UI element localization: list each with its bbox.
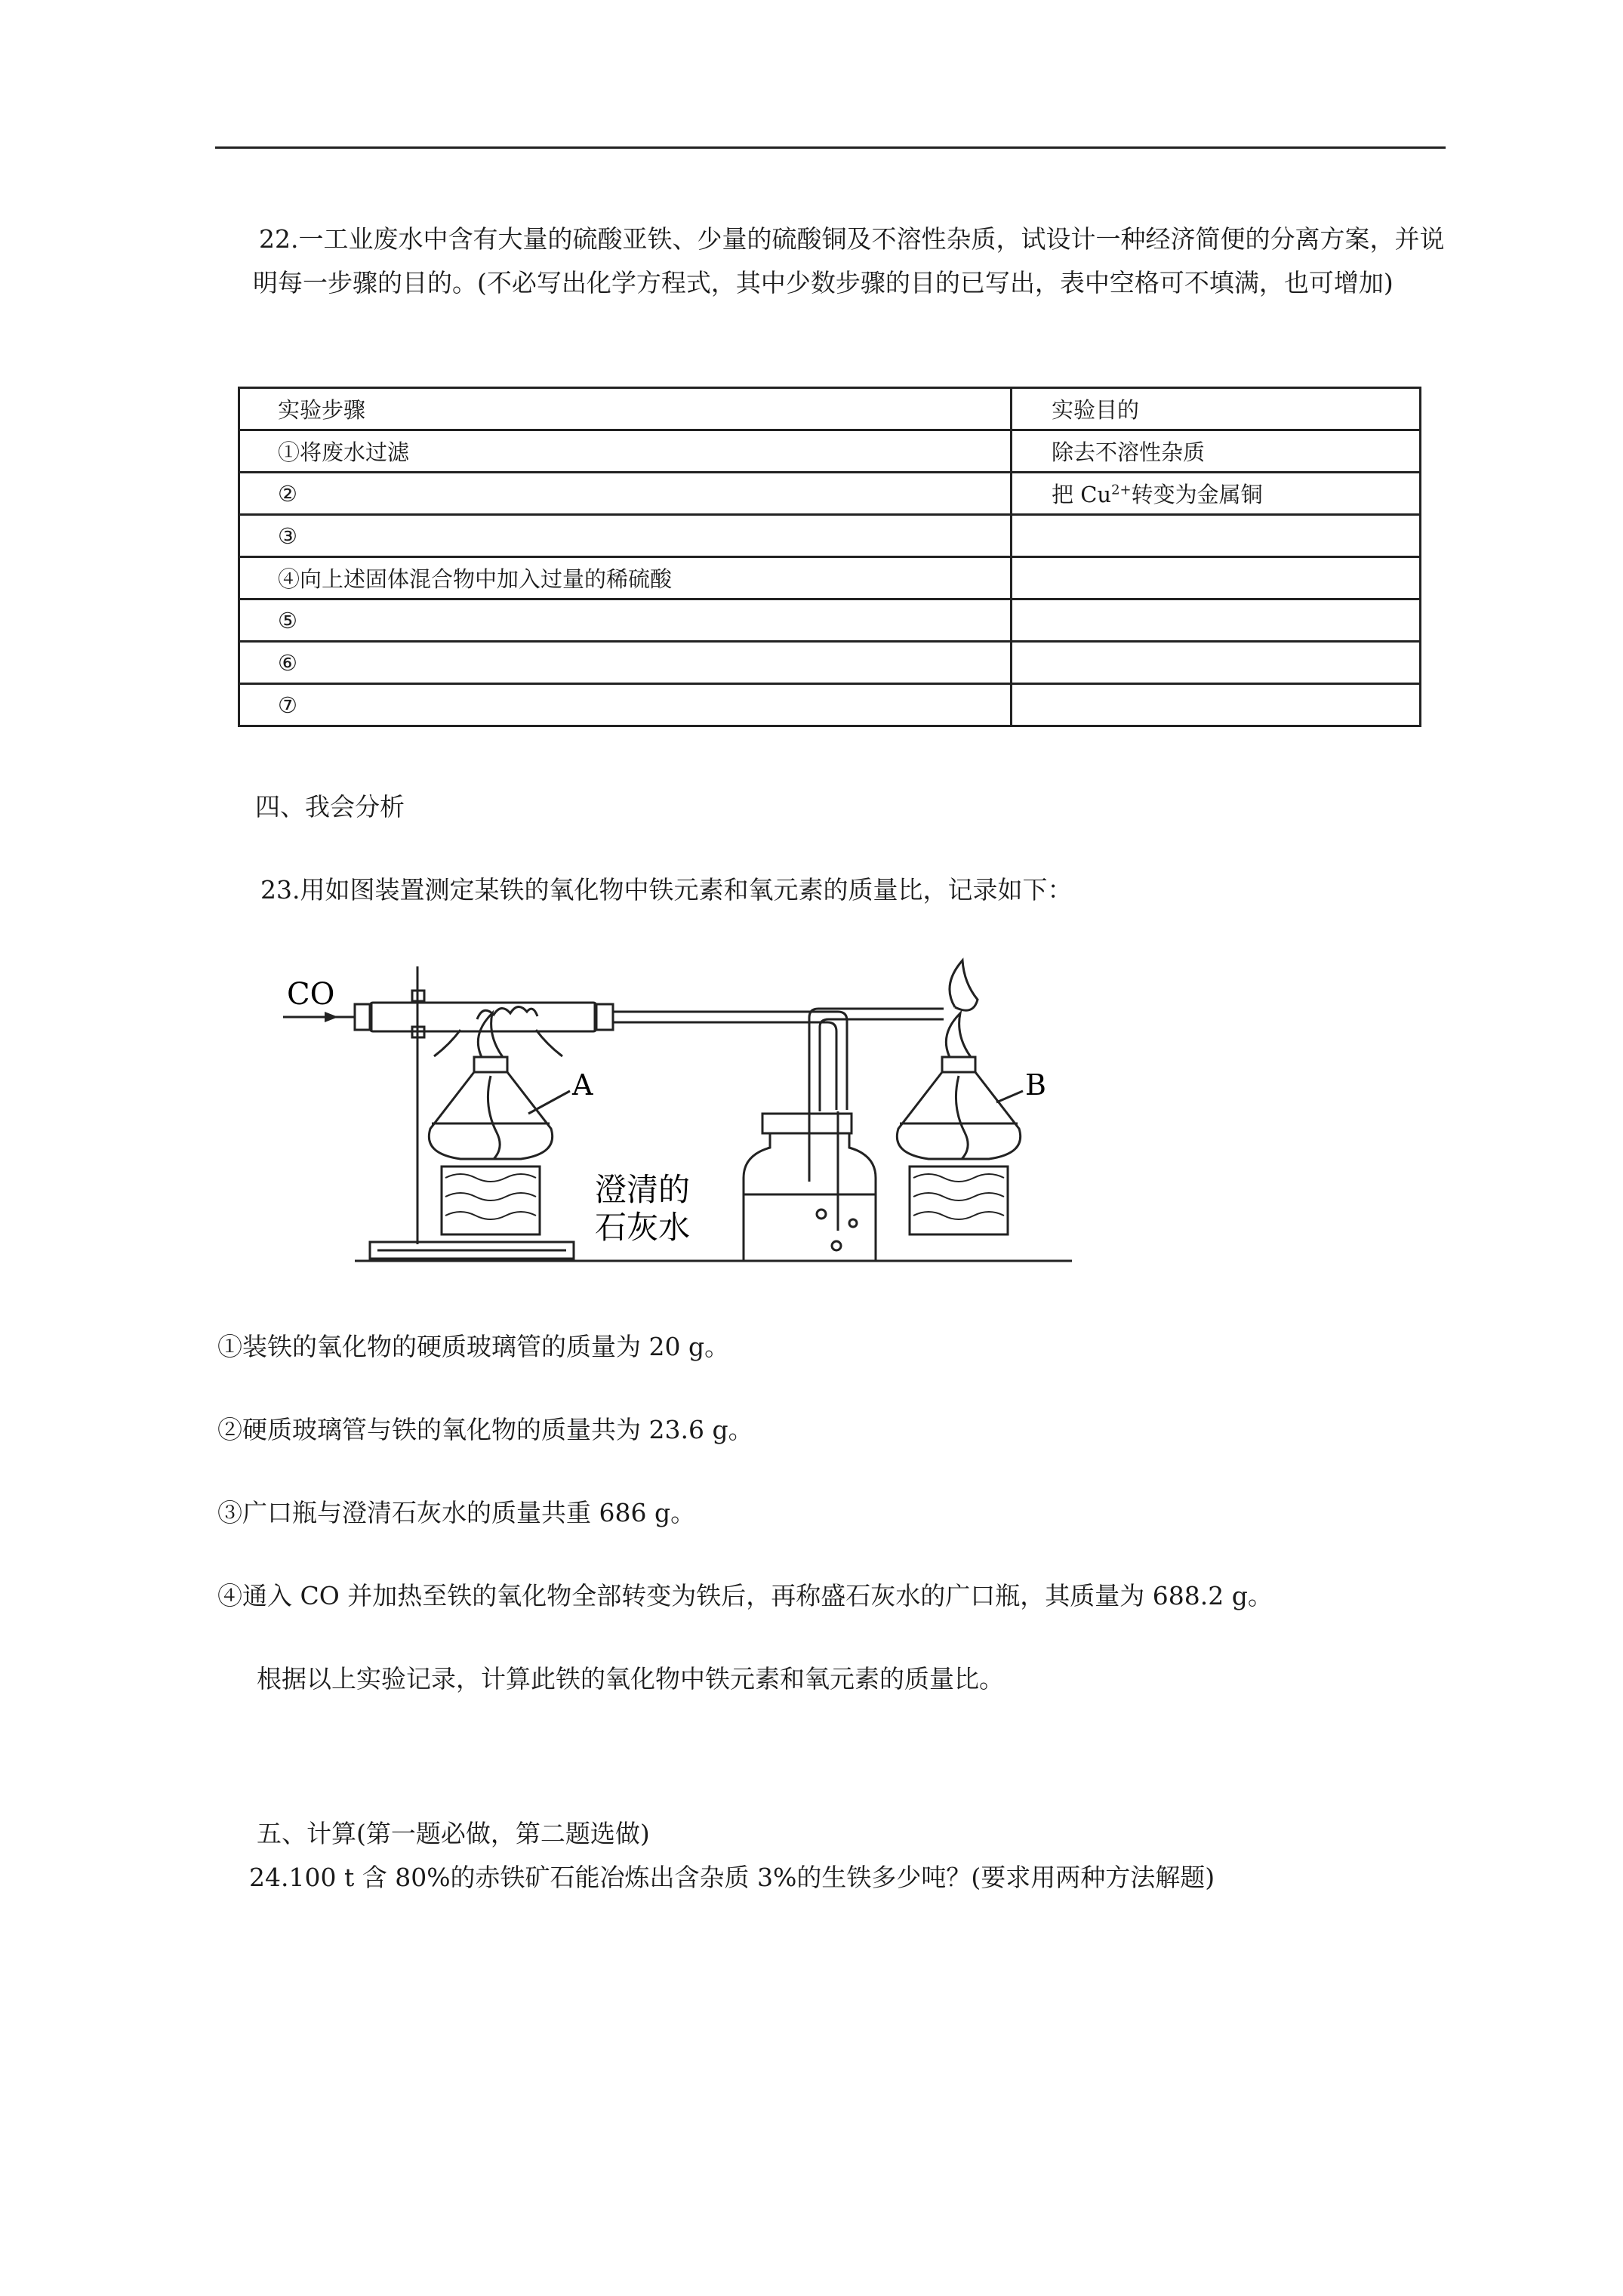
- question-24: 24.100 t 含 80%的赤铁矿石能冶炼出含杂质 3%的生铁多少吨？(要求用两种方法解题): [249, 1863, 1215, 1892]
- table-row: [239, 599, 1421, 642]
- purpose-text: 把 Cu: [1052, 482, 1112, 507]
- section-4-heading: 四、我会分析: [255, 792, 405, 821]
- table-row: [239, 515, 1421, 557]
- tube-stopper-right: [595, 1004, 613, 1030]
- header-rule: [215, 146, 1446, 149]
- table-row: [239, 473, 1421, 515]
- apparatus-figure: [279, 951, 1079, 1284]
- table-header-row: [239, 388, 1421, 430]
- step-cell: ④向上述固体混合物中加入过量的稀硫酸: [239, 557, 1012, 599]
- purpose-cell: [1012, 473, 1421, 515]
- step-cell: ⑦: [239, 684, 1012, 726]
- experiment-table: [238, 387, 1421, 727]
- question-23-ask: 根据以上实验记录，计算此铁的氧化物中铁元素和氧元素的质量比。: [257, 1664, 1004, 1693]
- record-4: ④通入 CO 并加热至铁的氧化物全部转变为铁后，再称盛石灰水的广口瓶，其质量为 688.2 g。: [217, 1581, 1273, 1610]
- charge-superscript: 2+: [1111, 482, 1132, 498]
- limewater-label-1: 澄清的: [595, 1171, 691, 1208]
- limewater-label-2: 石灰水: [595, 1209, 691, 1246]
- flame-b-top: [950, 960, 978, 1010]
- record-1: ①装铁的氧化物的硬质玻璃管的质量为 20 g。: [217, 1332, 730, 1361]
- record-2: ②硬质玻璃管与铁的氧化物的质量共为 23.6 g。: [217, 1415, 753, 1444]
- glass-tube: [370, 1003, 596, 1031]
- lamp-a-label: A: [572, 1068, 593, 1102]
- purpose-text: 转变为金属铜: [1131, 482, 1263, 507]
- co-label: CO: [287, 977, 335, 1012]
- lamp-a-neck: [474, 1057, 507, 1072]
- header-step: 实验步骤: [239, 388, 1012, 430]
- record-3: ③广口瓶与澄清石灰水的质量共重 686 g。: [217, 1498, 696, 1527]
- question-22: 22.一工业废水中含有大量的硫酸亚铁、少量的硫酸铜及不溶性杂质，试设计一种经济简便的分离方案，并说明每一步骤的目的。(不必写出化学方程式，其中少数步骤的目的已写出，表中空格可不填满，也可增加): [253, 224, 1445, 297]
- purpose-cell: [1012, 515, 1421, 557]
- step-cell: ⑤: [239, 599, 1012, 642]
- step-cell: ③: [239, 515, 1012, 557]
- gauze: [434, 1030, 562, 1056]
- step-cell: ②: [239, 473, 1012, 515]
- section-5-heading: 五、计算(第一题必做，第二题选做): [257, 1819, 650, 1848]
- table-row: [239, 642, 1421, 684]
- purpose-cell: [1012, 599, 1421, 642]
- flame-b: [946, 1013, 971, 1057]
- co-arrow-icon: [325, 1012, 338, 1022]
- purpose-cell: 除去不溶性杂质: [1012, 430, 1421, 473]
- table-row: [239, 430, 1421, 473]
- table-row: [239, 684, 1421, 726]
- step-cell: ①将废水过滤: [239, 430, 1012, 473]
- header-purpose: 实验目的: [1012, 388, 1421, 430]
- purpose-cell: [1012, 642, 1421, 684]
- flame-a: [478, 1013, 503, 1057]
- question-23: 23.用如图装置测定某铁的氧化物中铁元素和氧元素的质量比，记录如下：: [260, 875, 1073, 905]
- step-cell: ⑥: [239, 642, 1012, 684]
- table-row: [239, 557, 1421, 599]
- purpose-cell: [1012, 684, 1421, 726]
- lamp-b-label: B: [1025, 1068, 1046, 1102]
- purpose-cell: [1012, 557, 1421, 599]
